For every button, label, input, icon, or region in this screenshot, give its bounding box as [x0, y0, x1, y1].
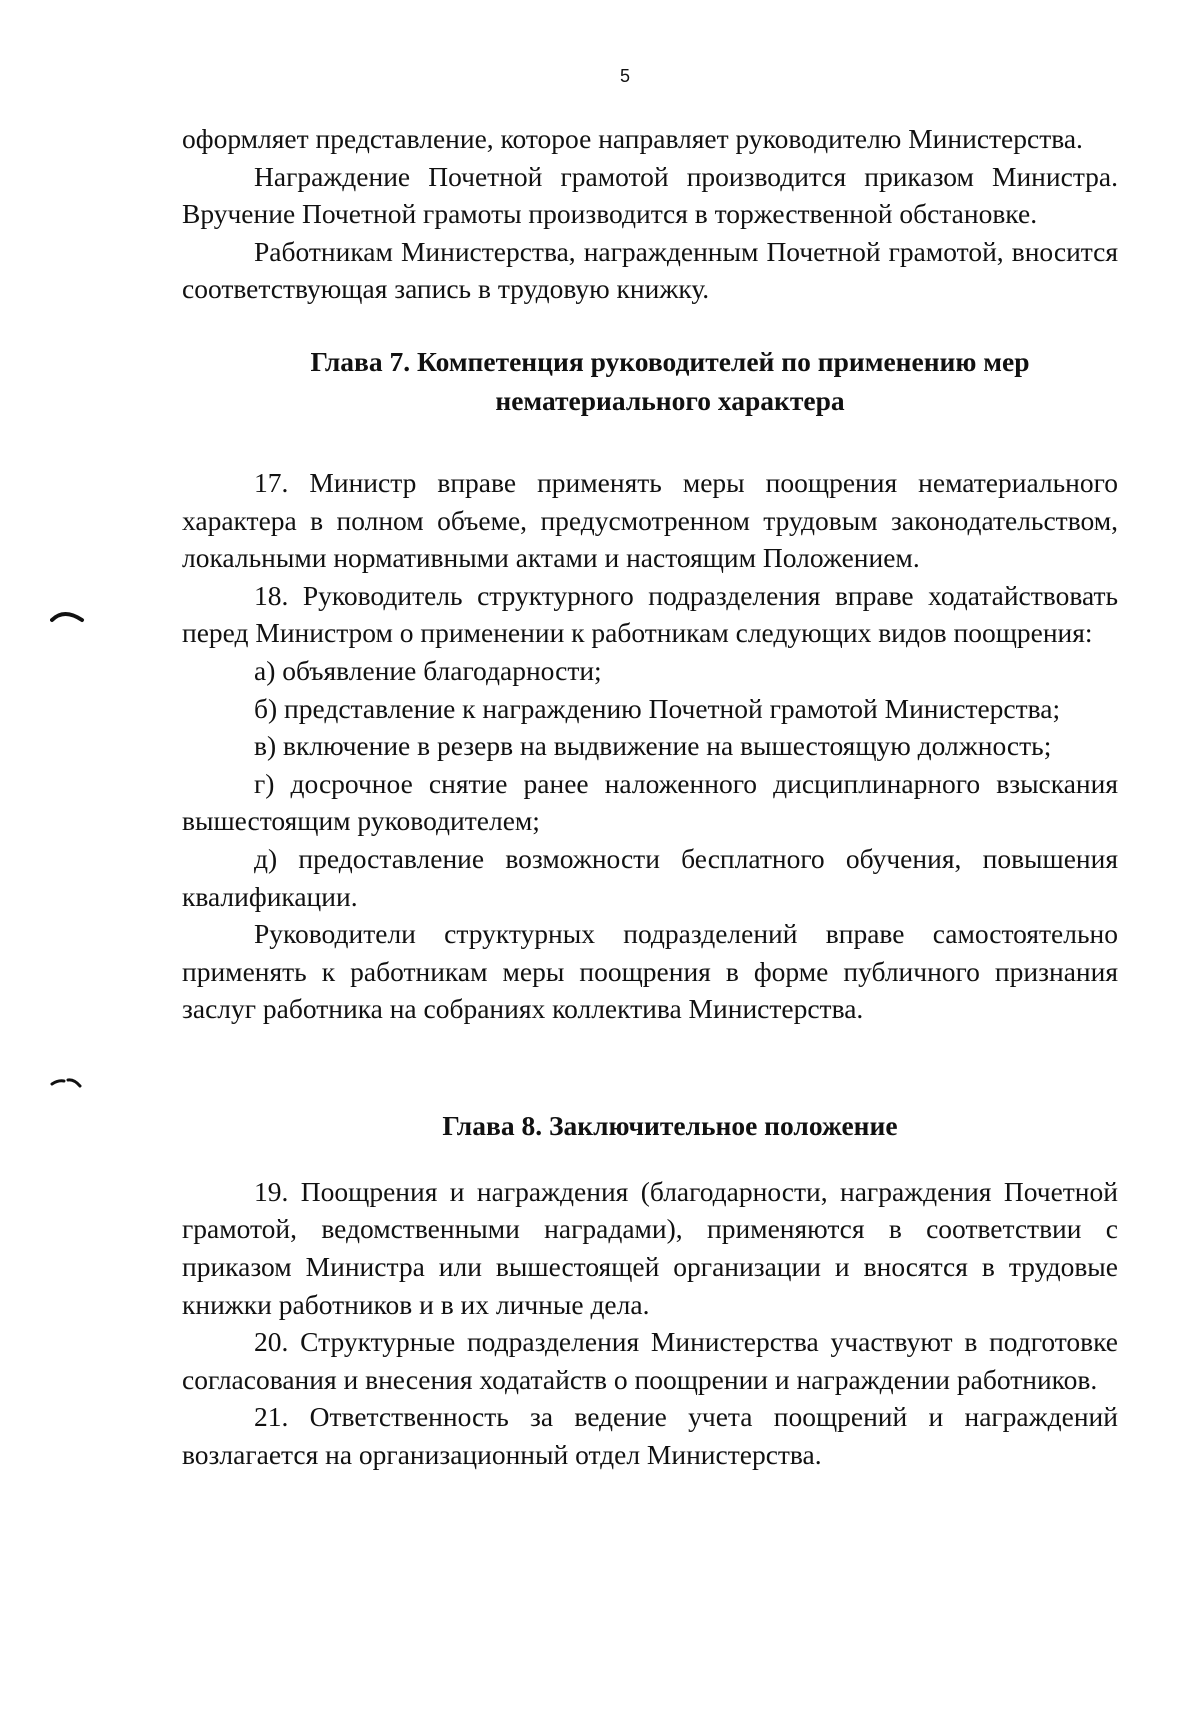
chapter-7-heading-line2: нематериального характера	[495, 384, 845, 416]
list-item-d: д) предоставление возможности бесплатного обучения, повышения квалификации.	[182, 842, 1118, 912]
binding-mark-lower	[50, 1074, 86, 1092]
binding-mark-upper	[50, 606, 86, 626]
chapter-8-heading: Глава 8. Заключительное положение	[442, 1109, 898, 1141]
chapter-7-heading-line1: Глава 7. Компетенция руководителей по применению мер	[310, 345, 1030, 377]
closing-paragraph: Руководители структурных подразделений вправе самостоятельно применять к работникам меры поощрения в форме публичного признания заслуг работника на собраниях коллектива Министерства.	[182, 918, 1118, 1025]
page-number: 5	[619, 66, 630, 86]
paragraph-18: 18. Руководитель структурного подразделения вправе ходатайствовать перед Министром о применении к работникам следующих видов поощрения:	[182, 579, 1118, 649]
list-item-g: г) досрочное снятие ранее наложенного дисциплинарного взыскания вышестоящим руководителем;	[182, 767, 1118, 837]
paragraph-19: 19. Поощрения и награждения (благодарности, награждения Почетной грамотой, ведомственными наградами), применяются в соответствии с приказом Министра или вышестоящей организации и вносятся в трудовые книжки работников и в их личные дела.	[182, 1175, 1118, 1320]
document-body	[182, 120, 1118, 1474]
list-item-a: а) объявление благодарности;	[254, 654, 602, 686]
chapter-7-heading	[182, 342, 1118, 420]
list-item-v: в) включение в резерв на выдвижение на вышестоящую должность;	[254, 730, 1052, 762]
list-item-b: б) представление к награждению Почетной грамотой Министерства;	[254, 692, 1061, 724]
paragraph-21: 21. Ответственность за ведение учета поощрений и награждений возлагается на организационный отдел Министерства.	[182, 1401, 1118, 1471]
paragraph-17: 17. Министр вправе применять меры поощрения нематериального характера в полном объеме, предусмотренном трудовым законодательством, локальными нормативными актами и настоящим Положением.	[182, 466, 1118, 574]
intro-line: оформляет представление, которое направляет руководителю Министерства.	[182, 123, 1083, 154]
paragraph-20: 20. Структурные подразделения Министерства участвуют в подготовке согласования и внесения ходатайств о поощрении и награждении работников.	[182, 1326, 1118, 1395]
intro-paragraph-award: Награждение Почетной грамотой производится приказом Министра. Вручение Почетной грамоты производится в торжественной обстановке.	[182, 160, 1118, 230]
intro-paragraph-record: Работникам Министерства, награжденным Почетной грамотой, вносится соответствующая запись в трудовую книжку.	[182, 235, 1118, 305]
